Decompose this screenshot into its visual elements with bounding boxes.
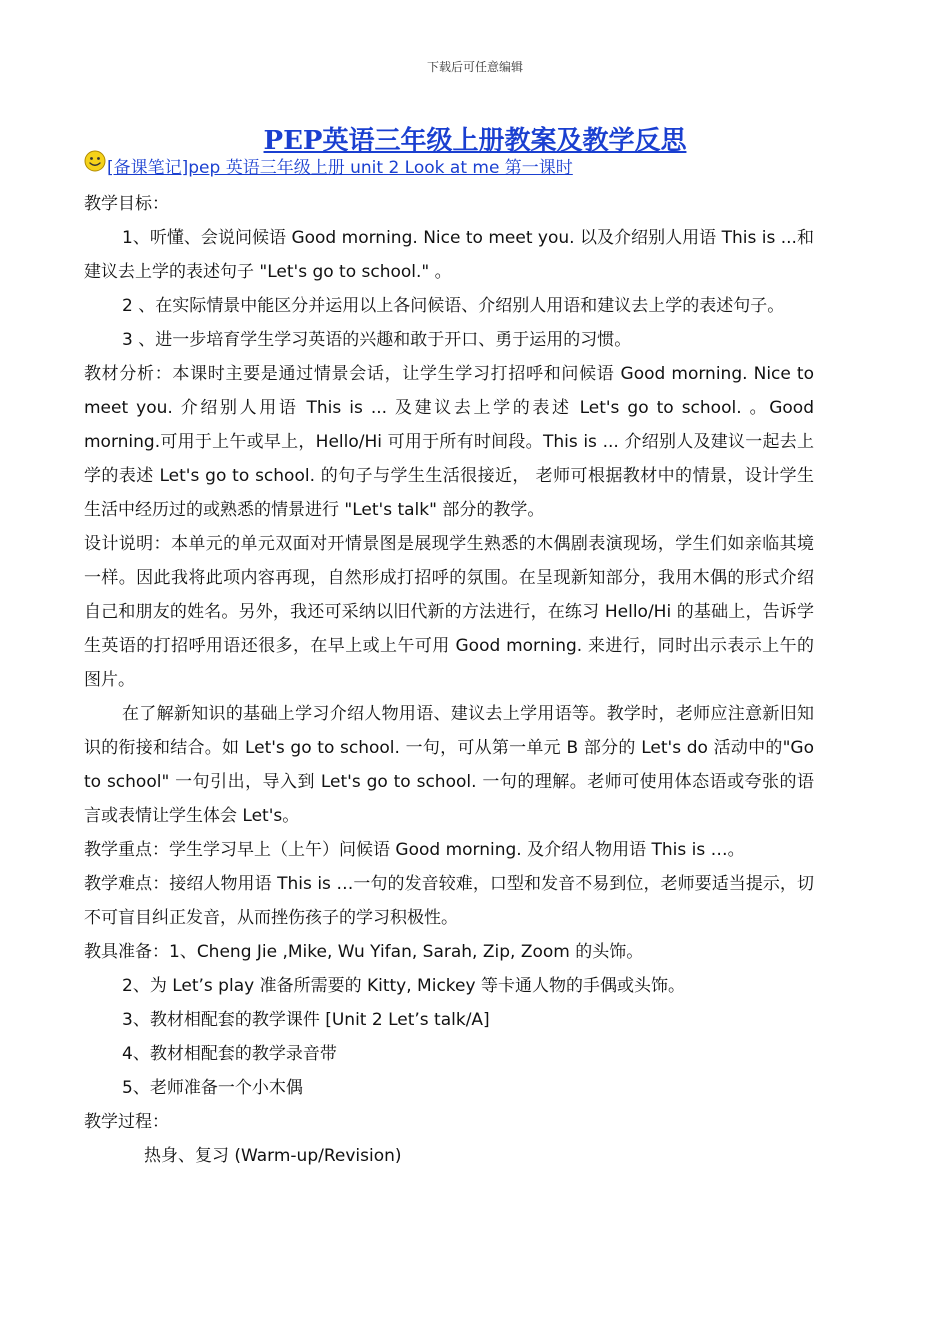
teaching-process-heading: 教学过程：	[84, 1112, 169, 1132]
objective-item-1: 1、听懂、会说问候语 Good morning. Nice to meet you. 以及介绍别人用语 This is ...和建议去上学的表述句子 "Let's go to school." 。	[84, 228, 814, 282]
lesson-notes-link[interactable]: [备课笔记]pep 英语三年级上册 unit 2 Look at me 第一课时	[107, 157, 573, 178]
teaching-aids-heading: 教具准备：1、Cheng Jie ,Mike, Wu Yifan, Sarah, Zip, Zoom 的头饰。	[84, 942, 644, 962]
difficulties-paragraph: 教学难点：接绍人物用语 This is …一句的发音较难，口型和发音不易到位，老师要适当提示，切不可盲目纠正发音，从而挫伤孩子的学习积极性。	[84, 874, 814, 928]
design-notes-paragraph: 设计说明：本单元的单元双面对开情景图是展现学生熟悉的木偶剧表演现场，学生们如亲临其境一样。因此我将此项内容再现，自然形成打招呼的氛围。在呈现新知部分，我用木偶的形式介绍自己和朋友的姓名。另外，我还可采纳以旧代新的方法进行，在练习 Hello/Hi 的基础上，告诉学生英语的打招呼用语还很多，在早上或上午可用 Good morning. 来进行，同时出示表示上午的图片。	[84, 534, 814, 690]
textbook-analysis-paragraph: 教材分析：本课时主要是通过情景会话，让学生学习打招呼和问候语 Good morning. Nice to meet you. 介绍别人用语 This is ... 及建议去上学的表述 Let's go to school. 。Good morning.可用于上午或早上，Hello/Hi 可用于所有时间段。This is ... 介绍别人及建议一起去上学的表述 Let's go to school. 的句子与学生生活很接近， 老师可根据教材中的情景，设计学生生活中经历过的或熟悉的情景进行 "Let's talk" 部分的教学。	[84, 364, 814, 520]
teaching-aid-item-2: 2、为 Let’s play 准备所需要的 Kitty, Mickey 等卡通人物的手偶或头饰。	[122, 976, 685, 996]
design-notes-continued: 在了解新知识的基础上学习介绍人物用语、建议去上学用语等。教学时，老师应注意新旧知识的衔接和结合。如 Let's go to school. 一句，可从第一单元 B 部分的 Let's do 活动中的"Go to school" 一句引出，导入到 Let's go to school. 一句的理解。老师可使用体态语或夸张的语言或表情让学生体会 Let's。	[84, 704, 814, 826]
smiley-face-icon	[84, 150, 106, 172]
document-title-link[interactable]: PEP英语三年级上册教案及教学反思	[263, 126, 687, 156]
teaching-aid-item-4: 4、教材相配套的教学录音带	[122, 1044, 337, 1064]
teaching-aid-item-3: 3、教材相配套的教学课件 [Unit 2 Let’s talk/A]	[122, 1010, 490, 1030]
objective-item-3: 3 、进一步培育学生学习英语的兴趣和敢于开口、勇于运用的习惯。	[122, 330, 632, 350]
document-body	[84, 187, 814, 1173]
header-note: 下载后可任意编辑	[426, 60, 523, 74]
objective-item-2: 2 、在实际情景中能区分并运用以上各问候语、介绍别人用语和建议去上学的表述句子。	[122, 296, 785, 316]
section-heading-objectives: 教学目标：	[84, 194, 169, 214]
key-points-paragraph: 教学重点：学生学习早上（上午）问候语 Good morning. 及介绍人物用语 This is …。	[84, 840, 745, 860]
subtitle-row	[84, 150, 573, 180]
teaching-aid-item-5: 5、老师准备一个小木偶	[122, 1078, 303, 1098]
warm-up-step: 热身、复习 (Warm-up/Revision)	[144, 1146, 402, 1166]
